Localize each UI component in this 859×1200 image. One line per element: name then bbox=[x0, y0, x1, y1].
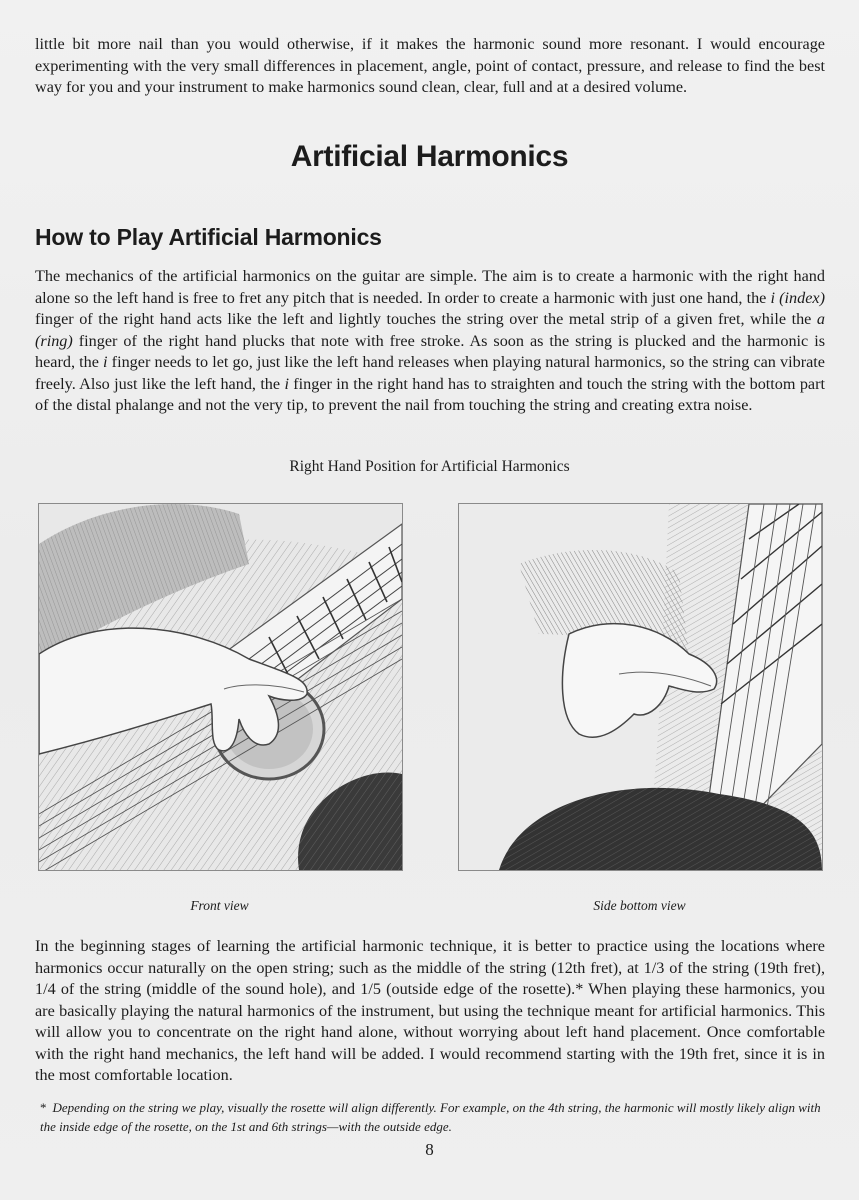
i-finger-term: i bbox=[103, 353, 108, 371]
mechanics-text-1: The mechanics of the artificial harmonics on the guitar are simple. The aim is to create a harmonic with the right hand alone so the left hand is free to fret any pitch that is needed. In order to create a harmonic with just one hand, the bbox=[35, 267, 825, 307]
footnote-text: Depending on the string we play, visually the rosette will align differently. For example, on the 4th string, the harmonic will mostly likely align with the inside edge of the rosette, on the 1st and 6th strings—with the outside edge. bbox=[40, 1100, 821, 1134]
mechanics-text-4: finger needs to let go, just like the left hand releases when playing natural harmonics, so the string can vibrate freely. Also just like the left hand, the bbox=[35, 353, 825, 393]
front-view-caption: Front view bbox=[190, 898, 249, 913]
i-finger-term-2: i bbox=[284, 374, 289, 393]
side-view-photo bbox=[458, 503, 823, 871]
footnote-marker: * bbox=[40, 1100, 47, 1115]
section-heading: How to Play Artificial Harmonics bbox=[35, 224, 382, 250]
front-view-illustration bbox=[39, 504, 402, 870]
ring-finger-term: a (ring) bbox=[35, 310, 825, 350]
figure-title: Right Hand Position for Artificial Harmonics bbox=[289, 458, 570, 475]
footnote bbox=[40, 1099, 825, 1136]
page-title: Artificial Harmonics bbox=[290, 140, 569, 173]
mechanics-paragraph bbox=[35, 266, 825, 417]
index-finger-term: i (index) bbox=[770, 288, 825, 307]
mechanics-text-5: finger in the right hand has to straighten and touch the string with the bottom part of the distal phalange and not the very tip, to prevent the nail from touching the string and creating extra noise. bbox=[35, 374, 825, 414]
intro-paragraph: little bit more nail than you would otherwise, if it makes the harmonic sound more resonant. I would encourage experimenting with the very small differences in placement, angle, point of contact, pressure, and release to find the best way for you and your instrument to make harmonics sound clean, clear, full and at a desired volume. bbox=[35, 35, 825, 96]
side-view-illustration bbox=[459, 504, 822, 870]
page-number: 8 bbox=[425, 1140, 434, 1159]
mechanics-text-3: finger of the right hand plucks that note with free stroke. As soon as the string is plucked and the harmonic is heard, the bbox=[35, 331, 825, 371]
front-view-photo bbox=[38, 503, 403, 871]
mechanics-text-2: finger of the right hand acts like the left and lightly touches the string over the metal strip of a given fret, while the bbox=[35, 310, 817, 328]
side-view-caption: Side bottom view bbox=[593, 898, 686, 913]
beginning-paragraph: In the beginning stages of learning the artificial harmonic technique, it is better to practice using the locations where harmonics occur naturally on the open string; such as the middle of the string (12th fret), at 1/3 of the string (19th fret), 1/4 of the string (middle of the sound hole), and 1/5 (outside edge of the rosette).* When playing these harmonics, you are basically playing the natural harmonics of the instrument, but using the technique meant for artificial harmonics. This will allow you to concentrate on the right hand alone, without worrying about left hand placement. Once comfortable with the right hand mechanics, the left hand will be added. I would recommend starting with the 19th fret, since it is in the most comfortable location. bbox=[35, 937, 825, 1084]
